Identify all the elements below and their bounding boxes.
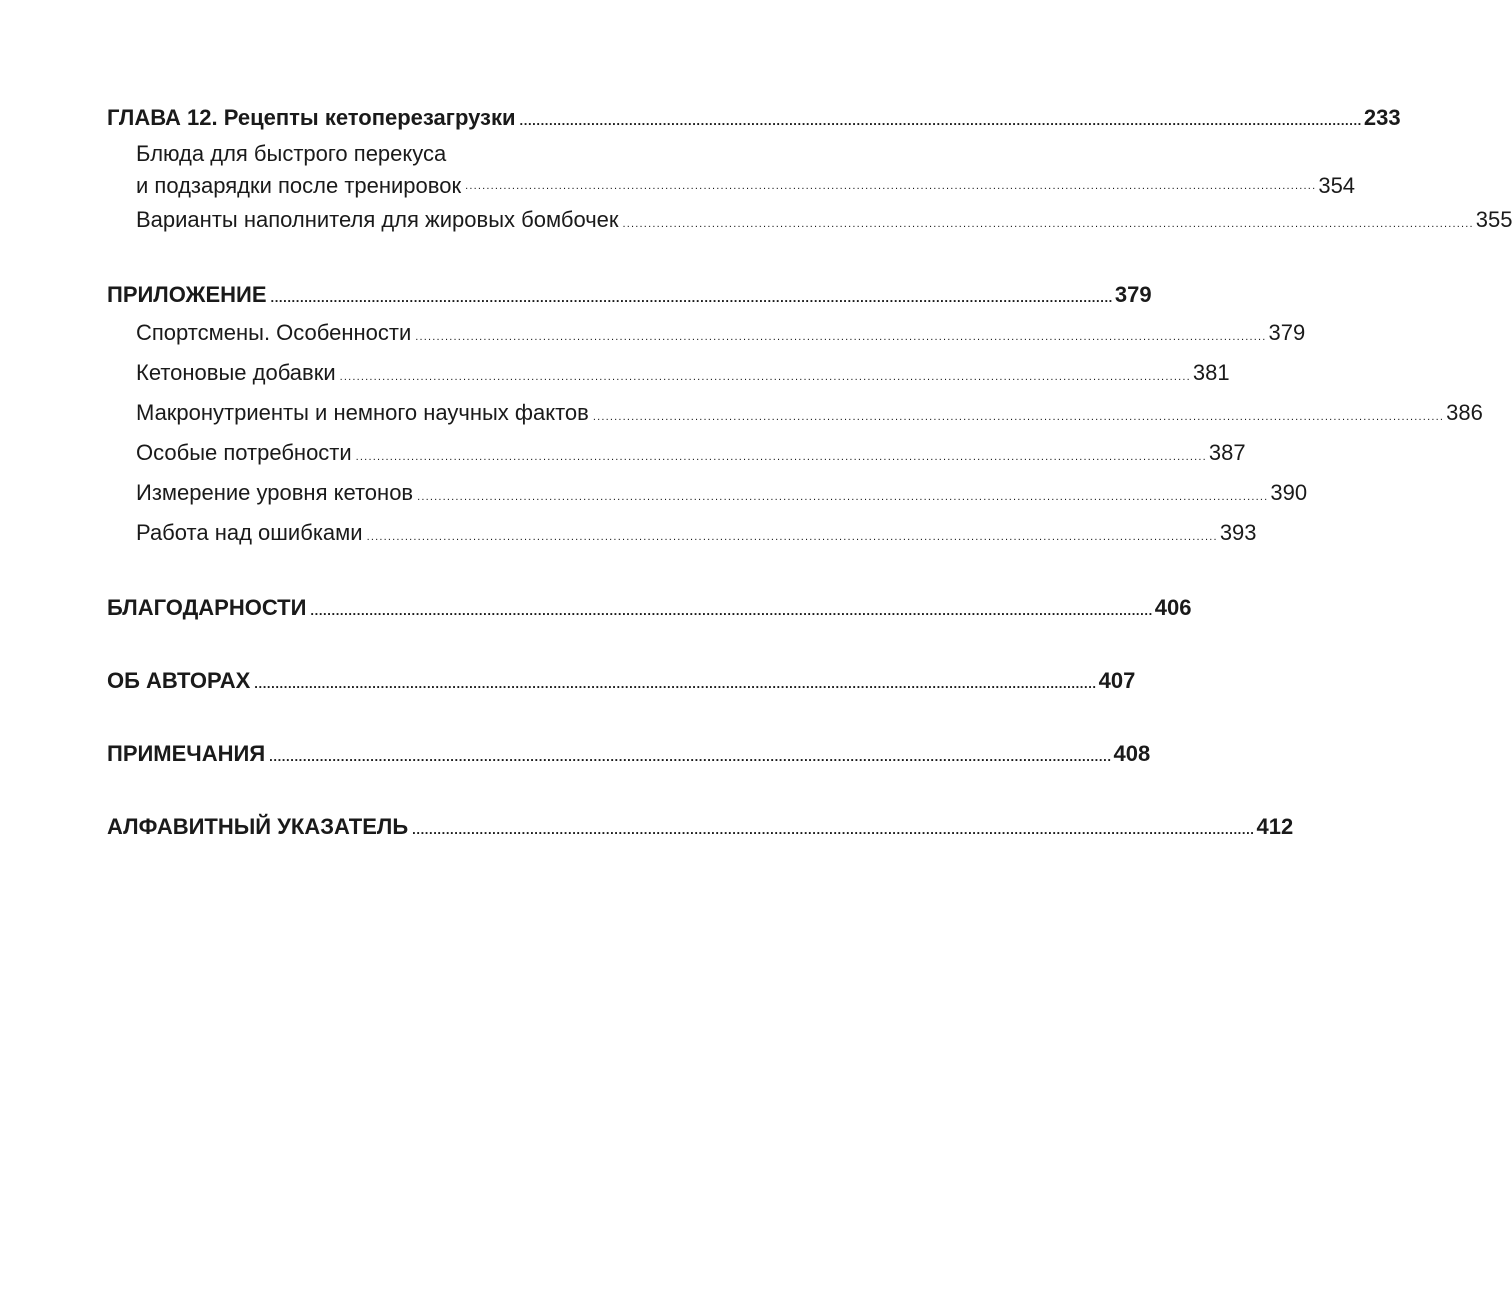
toc-section-about-authors bbox=[107, 663, 1136, 701]
dot-leader: ........................................................................................................................................................................................................ bbox=[270, 290, 1113, 305]
toc-subentry[interactable] bbox=[107, 515, 1257, 555]
toc-subentry-page: 390 bbox=[1270, 480, 1308, 505]
toc-subentry-page: 393 bbox=[1219, 520, 1257, 545]
toc-subentry[interactable] bbox=[107, 202, 1512, 242]
toc-subentry[interactable] bbox=[107, 138, 1356, 202]
toc-entry-page: 233 bbox=[1363, 105, 1401, 130]
toc-subentry-title-line: Блюда для быстрого перекуса bbox=[136, 141, 447, 166]
toc-subentry-page: 354 bbox=[1318, 173, 1356, 198]
toc-subentry-title: Особые потребности bbox=[136, 440, 352, 465]
toc-section-chapter-12 bbox=[107, 100, 1512, 242]
toc-entry-page: 408 bbox=[1113, 741, 1151, 766]
toc-entry-title: ПРИМЕЧАНИЯ bbox=[107, 741, 266, 766]
dot-leader: ........................................................................................................................................................................................................ bbox=[310, 603, 1153, 618]
toc-entry-title: АЛФАВИТНЫЙ УКАЗАТЕЛЬ bbox=[107, 814, 409, 839]
toc-subentry-title-line: и подзарядки после тренировок bbox=[136, 173, 462, 198]
toc-subentry[interactable] bbox=[107, 395, 1483, 435]
dot-leader: ........................................................................................................................................................................................................ bbox=[412, 822, 1255, 837]
toc-subentry-page: 387 bbox=[1208, 440, 1246, 465]
toc-entry[interactable] bbox=[107, 736, 1151, 774]
dot-leader: ........................................................................................................................................................................................................ bbox=[592, 411, 1445, 423]
dot-leader: ........................................................................................................................................................................................................ bbox=[339, 371, 1191, 383]
table-of-contents bbox=[107, 100, 1512, 847]
toc-subentry-page: 379 bbox=[1268, 320, 1306, 345]
toc-entry-title: ПРИЛОЖЕНИЕ bbox=[107, 282, 267, 307]
dot-leader: ........................................................................................................................................................................................................ bbox=[519, 113, 1362, 128]
toc-entry[interactable] bbox=[107, 809, 1294, 847]
toc-entry-page: 379 bbox=[1114, 282, 1152, 307]
toc-entry-title: БЛАГОДАРНОСТИ bbox=[107, 595, 307, 620]
dot-leader: ........................................................................................................................................................................................................ bbox=[622, 218, 1474, 230]
dot-leader: ........................................................................................................................................................................................................ bbox=[417, 491, 1269, 503]
toc-subentry-title: Кетоновые добавки bbox=[136, 360, 336, 385]
toc-subentry-title: Работа над ошибками bbox=[136, 520, 363, 545]
toc-subentry-title bbox=[136, 138, 461, 202]
toc-section-notes bbox=[107, 736, 1151, 774]
dot-leader: ........................................................................................................................................................................................................ bbox=[254, 676, 1097, 691]
toc-section-appendix bbox=[107, 277, 1483, 555]
toc-entry[interactable] bbox=[107, 100, 1401, 138]
toc-entry[interactable] bbox=[107, 277, 1152, 315]
toc-subentry[interactable] bbox=[107, 315, 1306, 355]
toc-subentry-page: 381 bbox=[1192, 360, 1230, 385]
dot-leader: ........................................................................................................................................................................................................ bbox=[415, 331, 1267, 343]
dot-leader: ........................................................................................................................................................................................................ bbox=[465, 180, 1317, 192]
toc-section-acknowledgements bbox=[107, 590, 1192, 628]
toc-entry-page: 407 bbox=[1098, 668, 1136, 693]
toc-entry[interactable] bbox=[107, 663, 1136, 701]
toc-subentry-page: 355 bbox=[1475, 207, 1512, 232]
toc-subentry-page: 386 bbox=[1446, 400, 1483, 425]
toc-subentry-title: Спортсмены. Особенности bbox=[136, 320, 412, 345]
toc-entry-page: 412 bbox=[1256, 814, 1294, 839]
toc-entry[interactable] bbox=[107, 590, 1192, 628]
toc-entry-title: ОБ АВТОРАХ bbox=[107, 668, 251, 693]
toc-entry-title: ГЛАВА 12. Рецепты кетоперезагрузки bbox=[107, 105, 516, 130]
dot-leader: ........................................................................................................................................................................................................ bbox=[269, 749, 1112, 764]
toc-subentry-title: Измерение уровня кетонов bbox=[136, 480, 414, 505]
dot-leader: ........................................................................................................................................................................................................ bbox=[355, 451, 1207, 463]
toc-subentry-title: Варианты наполнителя для жировых бомбочек bbox=[136, 207, 619, 232]
toc-subentry-title: Макронутриенты и немного научных фактов bbox=[136, 400, 589, 425]
dot-leader: ........................................................................................................................................................................................................ bbox=[366, 531, 1218, 543]
toc-section-index bbox=[107, 809, 1294, 847]
toc-subentry[interactable] bbox=[107, 475, 1308, 515]
toc-subentry[interactable] bbox=[107, 435, 1246, 475]
toc-entry-page: 406 bbox=[1154, 595, 1192, 620]
toc-subentry[interactable] bbox=[107, 355, 1230, 395]
